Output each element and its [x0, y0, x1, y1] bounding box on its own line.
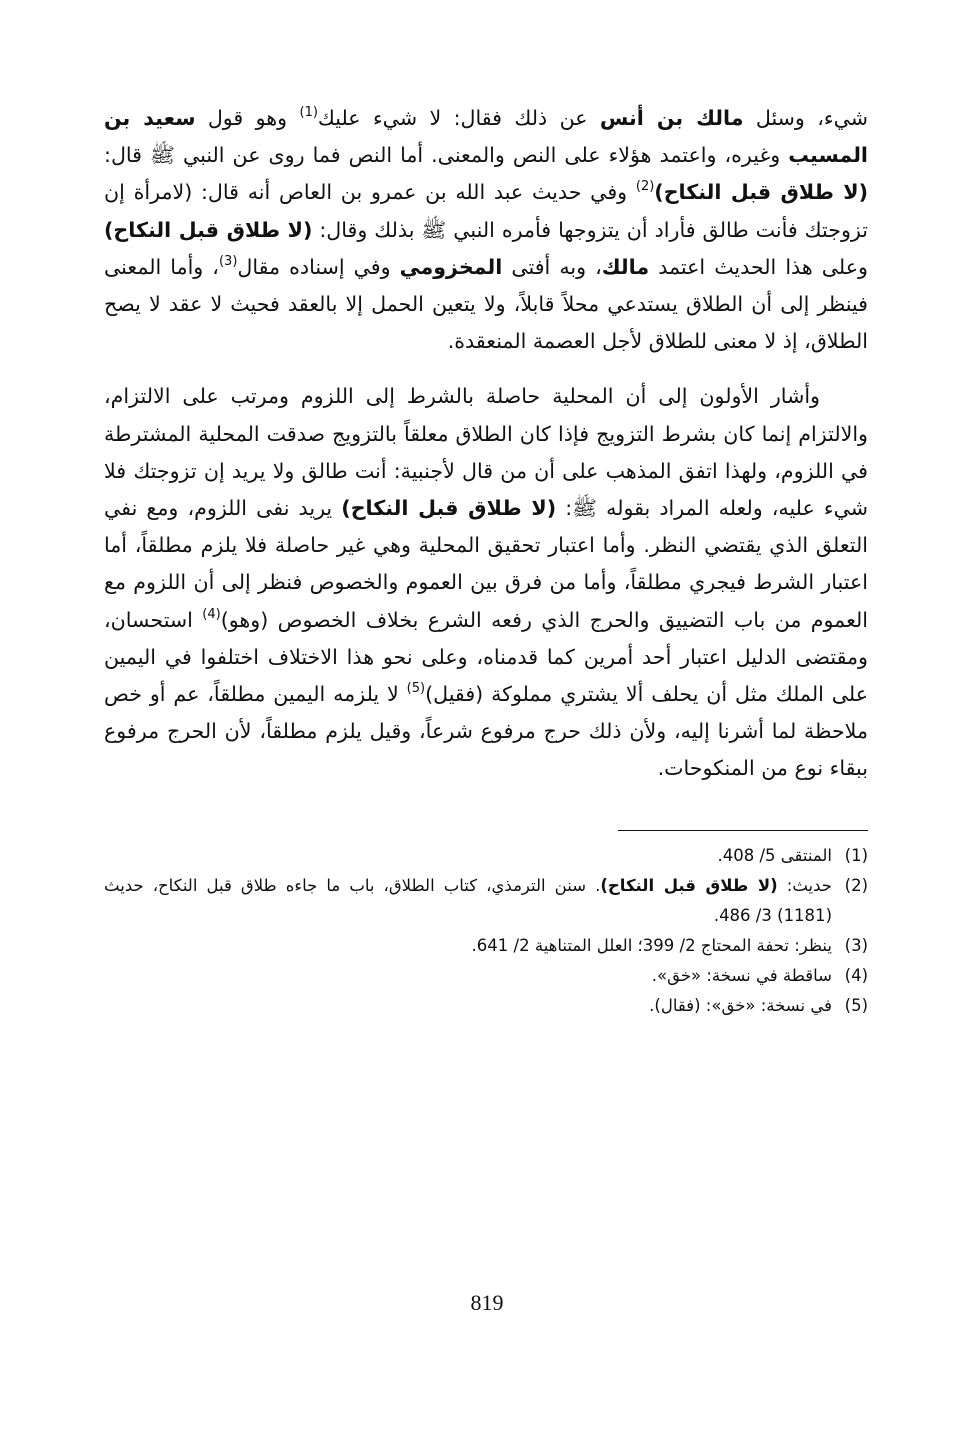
text-run: . سنن الترمذي، كتاب الطلاق، باب ما جاءه طلاق قبل النكاح، حديث (1181) 3/ 486. [104, 875, 832, 925]
footnote-ref: (5) [406, 681, 426, 697]
text-run: وعلى هذا الحديث اعتمد [649, 254, 868, 279]
footnote-number: (5) [844, 995, 868, 1015]
text-run: استحسان، ومقتضى الدليل اعتبار أحد أمرين كما قدمناه، وعلى نحو هذا الاختلاف اختلفوا في اليمين على الملك مثل أن يحلف ألا يشتري مملوكة (فقيل) [104, 607, 868, 707]
text-run: حديث: [777, 875, 832, 895]
footnote-text [104, 871, 832, 931]
footnote-number: (3) [844, 935, 868, 955]
footnote-text [104, 841, 832, 871]
footnote-ref: (2) [635, 179, 655, 195]
text-run: وغيره، واعتمد هؤلاء على النص والمعنى. أما النص فما روى عن النبي ﷺ قال: [104, 143, 789, 168]
footnote-2 [104, 871, 868, 931]
main-text [104, 100, 868, 788]
text-run: عن ذلك فقال: لا شيء عليك [317, 106, 600, 130]
text-run: وهو قول [195, 106, 300, 130]
footnote-separator [618, 830, 868, 831]
footnote-5 [104, 991, 868, 1021]
paragraph-2 [104, 378, 868, 787]
footnote-1 [104, 841, 868, 871]
page-body [104, 100, 868, 1021]
bold-text: (لا طلاق قبل النكاح) [341, 496, 557, 521]
text-run: ينظر: تحفة المحتاج 2/ 399؛ العلل المتناهية 2/ 641. [471, 935, 832, 955]
footnote-ref: (4) [202, 606, 221, 622]
text-run: لا يلزمه اليمين مطلقاً، عم أو خص ملاحظة لما أشرنا إليه، ولأن ذلك حرج مرفوع شرعاً، وقيل يلزم مطلقاً، لأن الحرج مرفوع ببقاء نوع من المنكوحات. [104, 682, 868, 781]
text-run: ، وبه أفتى [502, 254, 602, 279]
text-run: ساقطة في نسخة: «خق». [651, 965, 832, 985]
footnote-ref: (3) [218, 253, 238, 269]
bold-text: مالك [601, 254, 650, 279]
text-run: المنتقى 5/ 408. [717, 845, 832, 865]
text-run: وفي إسناده مقال [237, 254, 400, 279]
footnote-number: (2) [844, 875, 868, 895]
text-run: وفي حديث عبد الله بن عمرو بن العاص أنه قال: (لامرأة إن تزوجتك فأنت طالق فأراد أن يتزوجها فأمره النبي ﷺ بذلك وقال: [104, 180, 868, 242]
text-run: يريد نفى اللزوم، ومع نفي التعلق الذي يقتضي النظر. وأما اعتبار تحقيق المحلية وهي غير حاصلة فلا يلزم مطلقاً، أما اعتبار الشرط فيجري مطلقاً، وأما من فرق بين العموم والخصوص فنظر إلى أن اللزوم مع العموم من باب التضييق والحرج الذي رفعه الشرع بخلاف الخصوص (وهو) [104, 496, 869, 632]
footnote-text [104, 991, 832, 1021]
bold-text: (لا طلاق قبل النكاح) [654, 180, 868, 205]
footnote-number: (4) [844, 965, 868, 985]
footnote-text [104, 961, 832, 991]
bold-text: (لا طلاق قبل النكاح) [600, 875, 778, 895]
text-run: وأشار الأولون إلى أن المحلية حاصلة بالشرط إلى اللزوم ومرتب على الالتزام، والالتزام إنما كان بشرط التزويج فإذا كان الطلاق معلقاً بالتزويج صدقت المحلية المشترطة في اللزوم، ولهذا اتفق المذهب على أن من قال لأجنبية: أنت طالق ولا يريد إن تزوجتك فلا شيء عليه، ولعله المراد بقوله ﷺ: [104, 384, 868, 521]
text-run: ، وأما المعنى فينظر إلى أن الطلاق يستدعي محلاً قابلاً، ولا يتعين الحمل إلا بالعقد فحيث لا عقد لا يصح الطلاق، إذ لا معنى للطلاق لأجل العصمة المنعقدة. [104, 254, 868, 354]
footnote-3 [104, 931, 868, 961]
page-number: 819 [470, 1290, 504, 1315]
text-run: شيء، وسئل [743, 106, 868, 130]
footnote-number: (1) [844, 845, 868, 865]
footnote-text [104, 931, 832, 961]
paragraph-1 [104, 100, 868, 360]
bold-text: المخزومي [399, 254, 503, 279]
text-run: في نسخة: «خق»: (فقال). [649, 995, 832, 1015]
bold-text: سعيد بن المسيب [104, 106, 868, 168]
bold-text: مالك بن أنس [599, 106, 744, 130]
bold-text: (لا طلاق قبل النكاح) [104, 217, 313, 242]
footnotes-list [104, 841, 868, 1021]
footnote-ref: (1) [299, 105, 318, 120]
footnote-4 [104, 961, 868, 991]
